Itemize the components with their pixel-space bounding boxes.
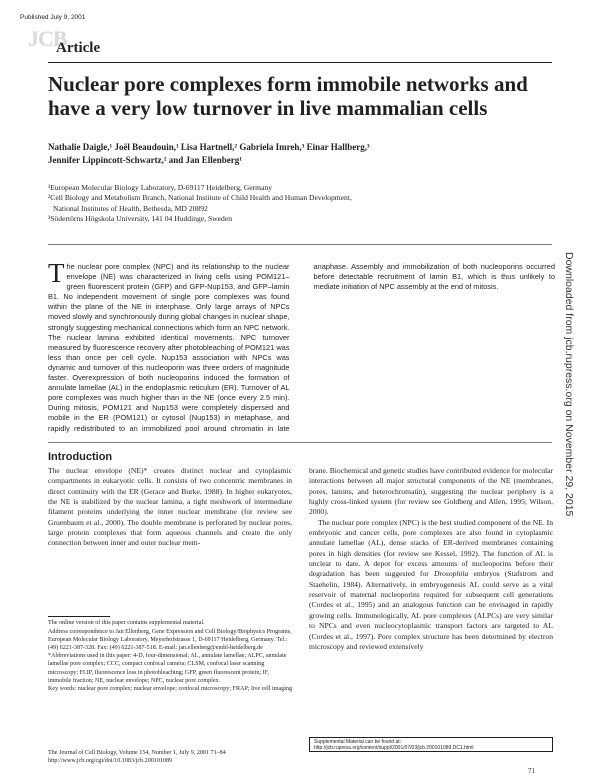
published-date: Published July 9, 2001: [20, 14, 86, 21]
supplemental-material-box: [309, 737, 553, 752]
footnotes: [48, 619, 292, 694]
author-list: [48, 141, 488, 166]
page-number: 71: [528, 767, 535, 775]
journal-info: [48, 749, 308, 765]
author-line-2: Jennifer Lippincott-Schwartz,² and Jan Ellenberg¹: [48, 154, 242, 165]
footnote-rule: [48, 616, 110, 617]
paper-title: Nuclear pore complexes form immobile networks and have a very low turnover in live mammalian cells: [48, 72, 528, 120]
section-label: Article: [56, 40, 101, 56]
supplemental-label: Supplemental Material can be found at:: [314, 739, 401, 745]
abstract-text: he nuclear pore complex (NPC) and its relationship to the nuclear envelope (NE) was characterized in living cells using POM121–green fluorescent protein (GFP) and GFP-Nup153, and GFP–lamin B1. No independent movement of single pore complexes was found within the plane of the NE in interphase. Only large arrays of NPCs moved slowly and synchronously during global changes in nuclear shape, strongly suggesting mechanical connections which form an NPC network. The nuclear lamina exhibited identical movements. NPC turnover measured by fluorescence recovery after photobleaching of POM121 was less than once per cell cycle. Nup153 association with NPCs was dynamic and turnover of this nucleoporin was three orders of magnitude faster. Overexpression of both nucleoporins induced the formation of annulate lamellae (AL) in the endoplasmic reticulum (ER). Turnover of AL pore complexes was much higher than in the NE (once every 2.5 min). During mitosis, POM121 and Nup153 were completely dispersed and mobile in the ER (POM121) or cytosol (Nup153) in metaphase, and rapidly redistributed to an immobilized pool around chromatin in late anaphase. Assembly and immobilization of both nucleoporins occurred before detectable recruitment of lamin B1, which is thus unlikely to mediate initiation of NPC assembly at the end of mitosis.: [48, 262, 555, 433]
download-note-text: Downloaded from jcb.rupress.org on November 29, 2015: [563, 252, 575, 517]
footnote-online: The online version of this paper contains supplemental material.: [48, 620, 205, 626]
intro-paragraph-2: [309, 518, 553, 652]
author-line-1: Nathalie Daigle,¹ Joël Beaudouin,¹ Lisa Hartnell,² Gabriela Imreh,³ Einar Hallberg,³: [48, 142, 370, 152]
journal-doi-link[interactable]: http://www.jcb.org/cgi/doi/10.1083/jcb.200101089: [48, 758, 173, 765]
footnote-keywords: Key words: nuclear pore complex; nuclear envelope; confocal microscopy; FRAP; live cell imaging: [48, 686, 293, 693]
affiliation-2: ²Cell Biology and Metabolism Branch, National Institute of Child Health and Human Development,: [48, 193, 352, 203]
journal-logo: JCB: [28, 26, 67, 51]
abstract-top-rule: [48, 244, 552, 245]
supplemental-link[interactable]: http://jcb.rupress.org/content/suppl/2001/07/03/jcb.200101089.DC1.html: [314, 745, 474, 751]
intro-paragraph-1-cont: brane. Biochemical and genetic studies have contributed evidence for molecular interactions between all major structural components of the NE (membranes, pores, lamins, and heterochromatin), suggesting the nuclear periphery is a highly cross-linked system (for review see Goldberg and Allen, 1995; Wilson, 2000).: [309, 466, 553, 517]
intro-p2-part-b: embryos (Stafstrom and Staehelin, 1984). Alternatively, in embryogenesis AL could serve as a vital reservoir of maternal nucleoporins required for subsequent cell generations (Cordes et al., 1995) and an analogous function can be envisaged in rapidly growing cells. Immunologically, AL pore complexes (ALPCs) are very similar to NPCs and even nucleocytoplasmic transport factors are targeted to AL (Cordes et al., 1997). Pore complex structure has been determined by electron microscopy and reviewed extensively: [309, 569, 553, 651]
intro-paragraph-1: The nuclear envelope (NE)* creates distinct nuclear and cytoplasmic compartments in eukaryotic cells. It consists of two concentric membranes in direct continuity with the ER (Gerace and Burke, 1988). In higher eukaryotes, the NE is stabilized by the nuclear lamina, a tight meshwork of intermediate filament proteins underlying the inner nuclear membrane (for review see Gruenbaum et al., 2000). The double membrane is perforated by nuclear pores, large protein complexes that form aqueous channels and create the only connection between inner and outer nuclear mem-: [48, 466, 292, 548]
affiliation-2-cont: National Institutes of Health, Bethesda, MD 20892: [53, 203, 208, 213]
affiliation-3: ³Södertörns Högskola University, 141 04 Huddinge, Sweden: [48, 213, 233, 223]
footnote-abbreviations: *Abbreviations used in this paper: 4-D, four-dimensional; AL, annulate lamellae; ALPC, annulate lamellae pore complex; CCC, compact confocal camera; CLSM, confocal laser scanning microscopy; FLIP, fluorescence loss in photobleaching; GFP, green fluorescent protein; IF, immobile fraction; NE, nuclear envelope; NPC, nuclear pore complex.: [48, 653, 287, 684]
intro-p2-part-a: The nuclear pore complex (NPC) is the best studied component of the NE. In embryonic and cancer cells, pore complexes are also found in cytoplasmic annulate lamellae (AL), dense stacks of ER-derived membranes containing pores in high densities (for review see Kessel, 1992). The function of AL is unclear to date. A depot for excess amounts of nucleoporins before their degradation has been suggested for: [309, 517, 553, 579]
abstract-dropcap: T: [48, 258, 65, 288]
header-rule: [48, 62, 552, 63]
abstract: [48, 258, 555, 434]
intro-left-column: [48, 466, 292, 549]
intro-p2-italic: Drosophila: [433, 569, 469, 579]
abstract-bottom-rule: [48, 442, 552, 443]
intro-right-column: [309, 466, 553, 652]
affiliations: [48, 183, 508, 224]
journal-citation: The Journal of Cell Biology, Volume 154, Number 1, July 9, 2001 71–84: [48, 750, 226, 756]
download-side-note: [557, 252, 577, 632]
affiliation-1: ¹European Molecular Biology Laboratory, D-69117 Heidelberg, Germany: [48, 183, 273, 192]
section-heading-introduction: Introduction: [48, 451, 113, 463]
footnote-correspondence: Address correspondence to Jan Ellenberg, Gene Expression and Cell Biology/Biophysics Programs, European Molecular Biology Laboratory, Meyerhofstrasse 1, D-69117 Heidelberg, Germany. Tel.: (49) 6221-387-328. Fax: (49) 6221-387-518. E-mail: jan.ellenberg@embl-heidelberg.de: [48, 628, 292, 651]
